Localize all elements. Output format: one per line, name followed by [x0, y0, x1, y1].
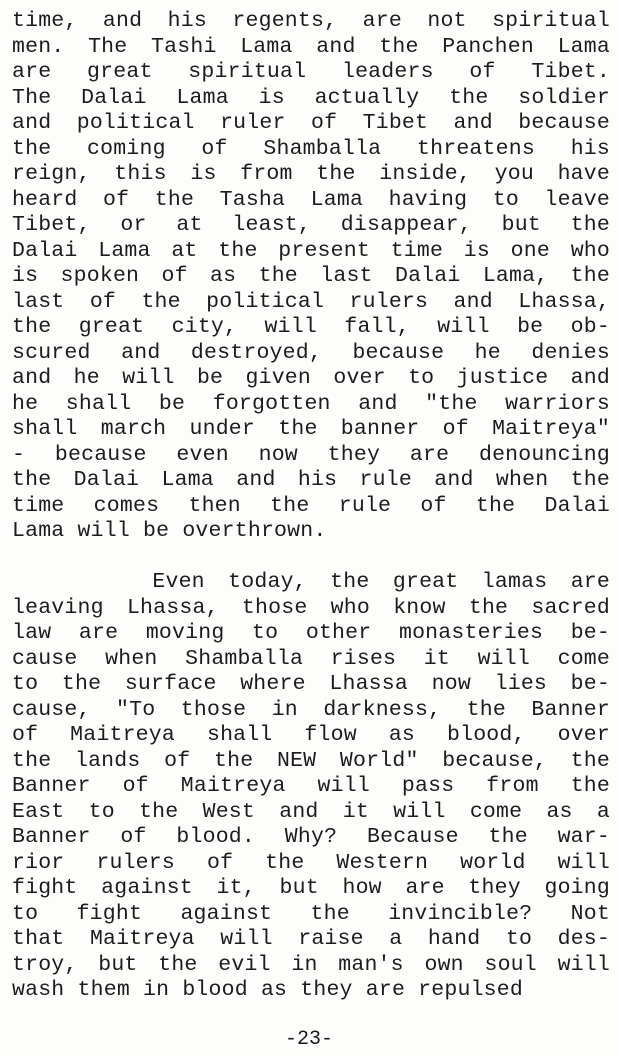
text-line: troy, but the evil in man's own soul will	[12, 952, 610, 977]
text-line: the Dalai Lama and his rule and when the	[12, 468, 610, 492]
text-line: - because even now they are denouncing	[12, 442, 610, 467]
text-line: leaving Lhassa, those who know the sacred	[12, 595, 610, 620]
text-line: Lama will be overthrown.	[12, 519, 327, 543]
text-line: the great city, will fall, will be ob-	[12, 315, 610, 339]
text-line: and he will be given over to justice and	[12, 366, 610, 390]
text-line: The Dalai Lama is actually the soldier	[12, 85, 610, 110]
text-line: time comes then the rule of the Dalai	[12, 493, 610, 518]
text-line: cause when Shamballa rises it will come	[12, 646, 610, 671]
text-line: Dalai Lama at the present time is one who	[12, 238, 610, 263]
text-line: rior rulers of the Western world will	[12, 850, 610, 875]
text-line: reign, this is from the inside, you have	[12, 162, 610, 186]
text-line: are great spiritual leaders of Tibet.	[12, 60, 610, 84]
text-line: he shall be forgotten and "the warriors	[12, 391, 610, 416]
text-line: law are moving to other monasteries be-	[12, 621, 610, 645]
text-line: East to the West and it will come as a	[12, 799, 610, 824]
text-line: men. The Tashi Lama and the Panchen Lama	[12, 34, 610, 59]
text-line: Banner of blood. Why? Because the war-	[12, 825, 610, 849]
text-line: the coming of Shamballa threatens his	[12, 136, 610, 161]
text-line: Banner of Maitreya will pass from the	[12, 774, 610, 798]
text-line: Even today, the great lamas are	[12, 570, 610, 594]
page-number: -23-	[284, 1028, 333, 1051]
text-line: time, and his regents, are not spiritual	[12, 9, 610, 33]
text-line: is spoken of as the last Dalai Lama, the	[12, 264, 610, 288]
text-line: scured and destroyed, because he denies	[12, 340, 610, 365]
text-line: and political ruler of Tibet and because	[12, 111, 610, 135]
text-line: wash them in blood as they are repulsed	[12, 978, 523, 1002]
paragraph-1	[12, 9, 610, 545]
text-line: shall march under the banner of Maitreya"	[12, 417, 610, 441]
text-line: Tibet, or at least, disappear, but the	[12, 213, 610, 237]
paragraph-2	[12, 570, 610, 1004]
text-line: of Maitreya shall flow as blood, over	[12, 723, 610, 747]
text-line: last of the political rulers and Lhassa,	[12, 289, 610, 314]
text-line: to fight against the invincible? Not	[12, 901, 610, 926]
text-line: to the surface where Lhassa now lies be-	[12, 672, 610, 696]
text-line: heard of the Tasha Lama having to leave	[12, 187, 610, 212]
text-line: fight against it, but how are they going	[12, 876, 610, 900]
text-line: the lands of the NEW World" because, the	[12, 748, 610, 773]
text-line: cause, "To those in darkness, the Banner	[12, 697, 610, 722]
text-line: that Maitreya will raise a hand to des-	[12, 927, 610, 951]
